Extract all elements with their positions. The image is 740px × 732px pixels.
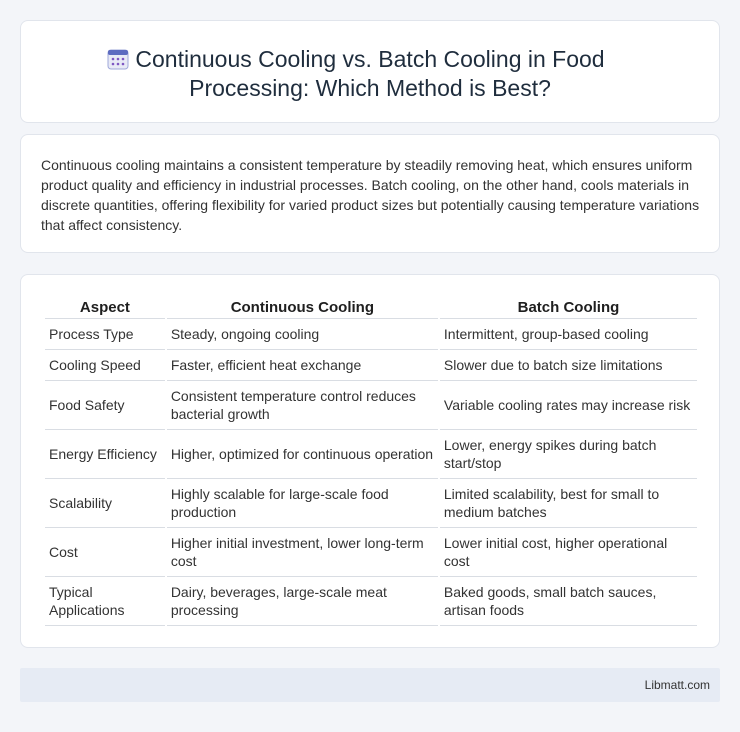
batch-cell: Baked goods, small batch sauces, artisan foods <box>440 577 697 626</box>
comparison-table <box>43 297 699 626</box>
aspect-cell: Process Type <box>45 319 165 350</box>
aspect-cell: Food Safety <box>45 381 165 430</box>
footer-site-link[interactable]: Libmatt.com <box>644 678 710 692</box>
title-card <box>20 20 720 123</box>
table-row <box>45 319 697 350</box>
aspect-cell: Cost <box>45 528 165 577</box>
table-row <box>45 528 697 577</box>
intro-card <box>20 134 720 253</box>
page-title: Continuous Cooling vs. Batch Cooling in Food Processing: Which Method is Best? <box>135 46 605 101</box>
batch-cell: Lower initial cost, higher operational cost <box>440 528 697 577</box>
intro-paragraph: Continuous cooling maintains a consistent temperature by steadily removing heat, which ensures uniform product quality and efficiency in industrial processes. Batch cooling, on the other hand, cools materials in discrete quantities, offering flexibility for varied product sizes but potentially causing temperature variations that affect consistency. <box>41 157 700 233</box>
table-row <box>45 430 697 479</box>
table-row <box>45 350 697 381</box>
continuous-cell: Highly scalable for large-scale food production <box>167 479 438 528</box>
aspect-cell: Cooling Speed <box>45 350 165 381</box>
batch-cell: Lower, energy spikes during batch start/stop <box>440 430 697 479</box>
table-header-row <box>45 297 697 319</box>
continuous-cell: Steady, ongoing cooling <box>167 319 438 350</box>
continuous-cell: Consistent temperature control reduces bacterial growth <box>167 381 438 430</box>
header-continuous-cooling: Continuous Cooling <box>167 297 438 319</box>
batch-cell: Variable cooling rates may increase risk <box>440 381 697 430</box>
aspect-cell: Scalability <box>45 479 165 528</box>
table-row <box>45 381 697 430</box>
footer-bar <box>20 668 720 702</box>
batch-cell: Limited scalability, best for small to medium batches <box>440 479 697 528</box>
header-aspect: Aspect <box>45 297 165 319</box>
batch-cell: Intermittent, group-based cooling <box>440 319 697 350</box>
aspect-cell: Typical Applications <box>45 577 165 626</box>
continuous-cell: Higher, optimized for continuous operation <box>167 430 438 479</box>
batch-cell: Slower due to batch size limitations <box>440 350 697 381</box>
table-row <box>45 577 697 626</box>
aspect-cell: Energy Efficiency <box>45 430 165 479</box>
continuous-cell: Faster, efficient heat exchange <box>167 350 438 381</box>
comparison-table-card <box>20 274 720 648</box>
table-row <box>45 479 697 528</box>
continuous-cell: Dairy, beverages, large-scale meat processing <box>167 577 438 626</box>
continuous-cell: Higher initial investment, lower long-term cost <box>167 528 438 577</box>
header-batch-cooling: Batch Cooling <box>440 297 697 319</box>
